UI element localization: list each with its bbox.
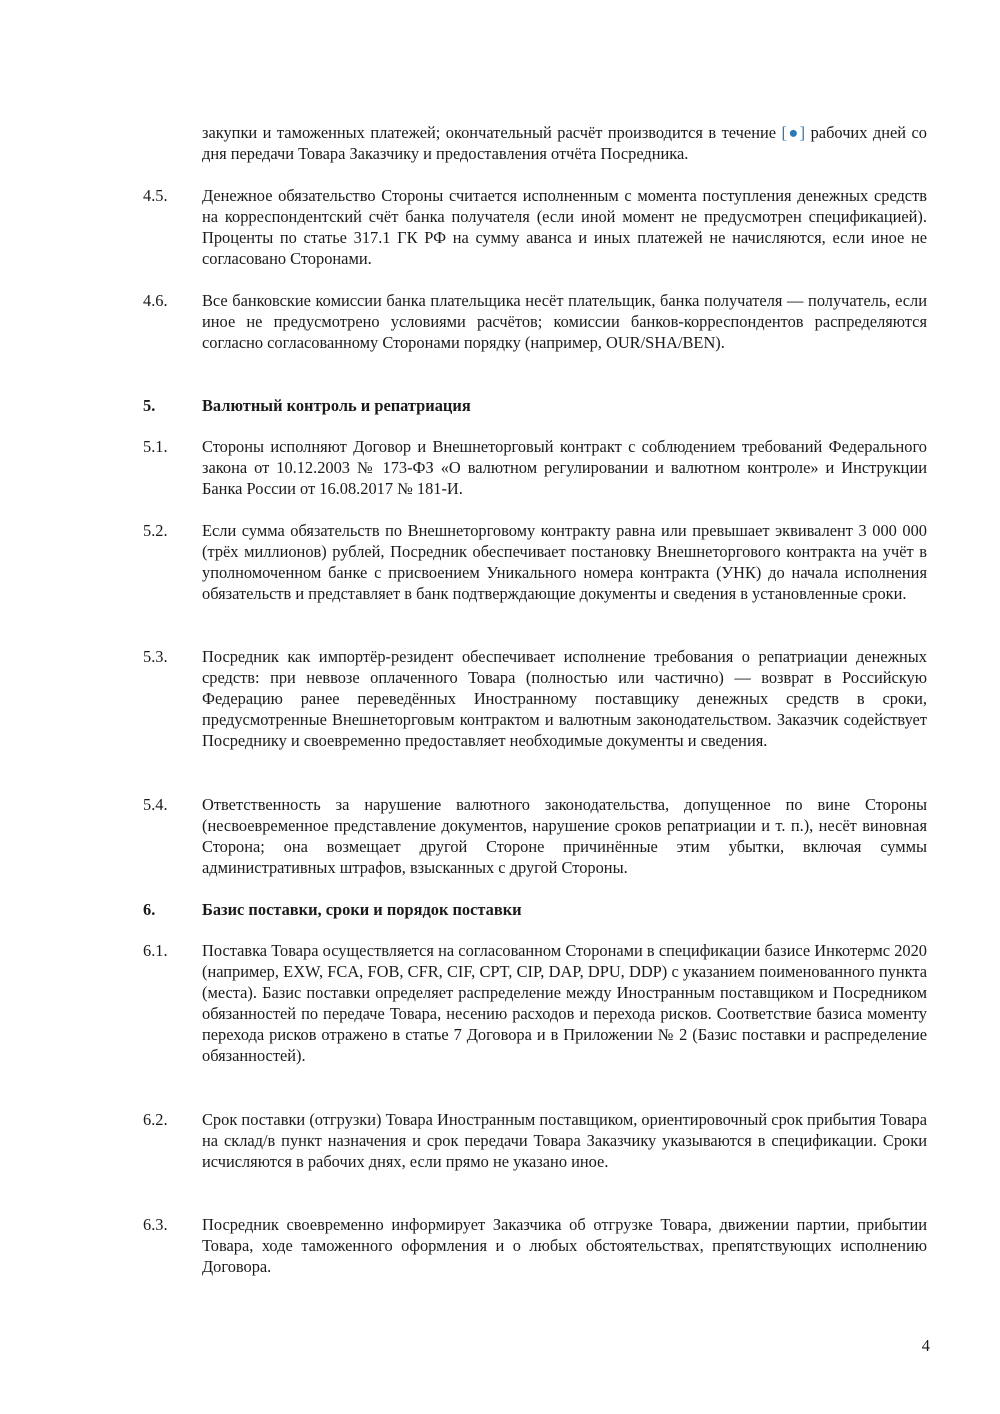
section-heading-5: [143, 395, 927, 416]
paragraph-number: 4.6.: [143, 291, 168, 310]
paragraph-5-2: [143, 520, 927, 604]
placeholder-marker: [●]: [781, 123, 806, 142]
section-heading-6: [143, 899, 927, 920]
paragraph-text: Все банковские комиссии банка плательщика несёт плательщик, банка получателя — получатель, если иное не предусмотрено условиями расчётов; комиссии банков-корреспондентов распределяются согласно согласованному Сторонами порядку (например, OUR/SHA/BEN).: [202, 291, 927, 352]
continuation-text-before: закупки и таможенных платежей; окончательный расчёт производится в течение: [202, 123, 782, 142]
paragraph-text: Ответственность за нарушение валютного законодательства, допущенное по вине Стороны (несвоевременное представление документов, нарушение сроков репатриации и т. п.), несёт виновная Сторона; она возмещает другой Стороне причинённые этим убытки, включая суммы административных штрафов, взысканных с другой Стороны.: [202, 795, 927, 877]
paragraph-text: Срок поставки (отгрузки) Товара Иностранным поставщиком, ориентировочный срок прибытия Товара на склад/в пункт назначения и срок передачи Товара Заказчику указываются в спецификации. Сроки исчисляются в рабочих днях, если прямо не указано иное.: [202, 1110, 927, 1171]
page-number: 4: [921, 1336, 930, 1355]
paragraph-number: 6.2.: [143, 1110, 168, 1129]
section-title: Базис поставки, сроки и порядок поставки: [202, 900, 522, 919]
paragraph-6-2: [143, 1109, 927, 1172]
section-title: Валютный контроль и репатриация: [202, 396, 471, 415]
paragraph-number: 4.5.: [143, 186, 168, 205]
continuation-text-after: рабочих дней со дня передачи Товара Заказчику и предоставления отчёта Посредника.: [202, 123, 928, 163]
continuation-paragraph: [143, 122, 927, 164]
paragraph-text: Посредник своевременно информирует Заказчика об отгрузке Товара, движении партии, прибытии Товара, ходе таможенного оформления и о любых обстоятельствах, препятствующих исполнению Договора.: [202, 1215, 927, 1276]
paragraph-text: Если сумма обязательств по Внешнеторговому контракту равна или превышает эквивалент 3 000 000 (трёх миллионов) рублей, Посредник обеспечивает постановку Внешнеторгового контракта на учёт в уполномоченном банке с присвоением Уникального номера контракта (УНК) до начала исполнения обязательств и представляет в банк подтверждающие документы и сведения в установленные сроки.: [202, 521, 927, 603]
paragraph-5-4: [143, 794, 927, 878]
section-number: 5.: [143, 396, 156, 415]
paragraph-number: 5.1.: [143, 437, 168, 456]
paragraph-4-5: [143, 185, 927, 269]
paragraph-6-1: [143, 940, 927, 1066]
paragraph-number: 5.2.: [143, 521, 168, 540]
paragraph-number: 6.3.: [143, 1215, 168, 1234]
paragraph-5-3: [143, 646, 927, 751]
paragraph-6-3: [143, 1214, 927, 1277]
paragraph-number: 5.3.: [143, 647, 168, 666]
paragraph-4-6: [143, 290, 927, 353]
paragraph-text: Посредник как импортёр-резидент обеспечивает исполнение требования о репатриации денежных средств: при неввозе оплаченного Товара (полностью или частично) — возврат в Российскую Федерацию ранее переведённых Иностранному поставщику денежных средств в сроки, предусмотренные Внешнеторговым контрактом и валютным законодательством. Заказчик содействует Посреднику и своевременно предоставляет необходимые документы и сведения.: [202, 647, 927, 750]
paragraph-number: 5.4.: [143, 795, 168, 814]
paragraph-text: Поставка Товара осуществляется на согласованном Сторонами в спецификации базисе Инкотермс 2020 (например, EXW, FCA, FOB, CFR, CIF, CPT, CIP, DAP, DPU, DDP) с указанием поименованного пункта (места). Базис поставки определяет распределение между Иностранным поставщиком и Посредником обязанностей по передаче Товара, несению расходов и перехода рисков. Соответствие базиса моменту перехода рисков отражено в статье 7 Договора и в Приложении № 2 (Базис поставки и распределение обязанностей).: [202, 941, 927, 1065]
paragraph-number: 6.1.: [143, 941, 168, 960]
paragraph-text: Стороны исполняют Договор и Внешнеторговый контракт с соблюдением требований Федерального закона от 10.12.2003 № 173-ФЗ «О валютном регулировании и валютном контроле» и Инструкции Банка России от 16.08.2017 № 181-И.: [202, 437, 927, 498]
paragraph-5-1: [143, 436, 927, 499]
section-number: 6.: [143, 900, 156, 919]
paragraph-text: Денежное обязательство Стороны считается исполненным с момента поступления денежных средств на корреспондентский счёт банка получателя (если иной момент не предусмотрен спецификацией). Проценты по статье 317.1 ГК РФ на сумму аванса и иных платежей не начисляются, если иное не согласовано Сторонами.: [202, 186, 927, 268]
